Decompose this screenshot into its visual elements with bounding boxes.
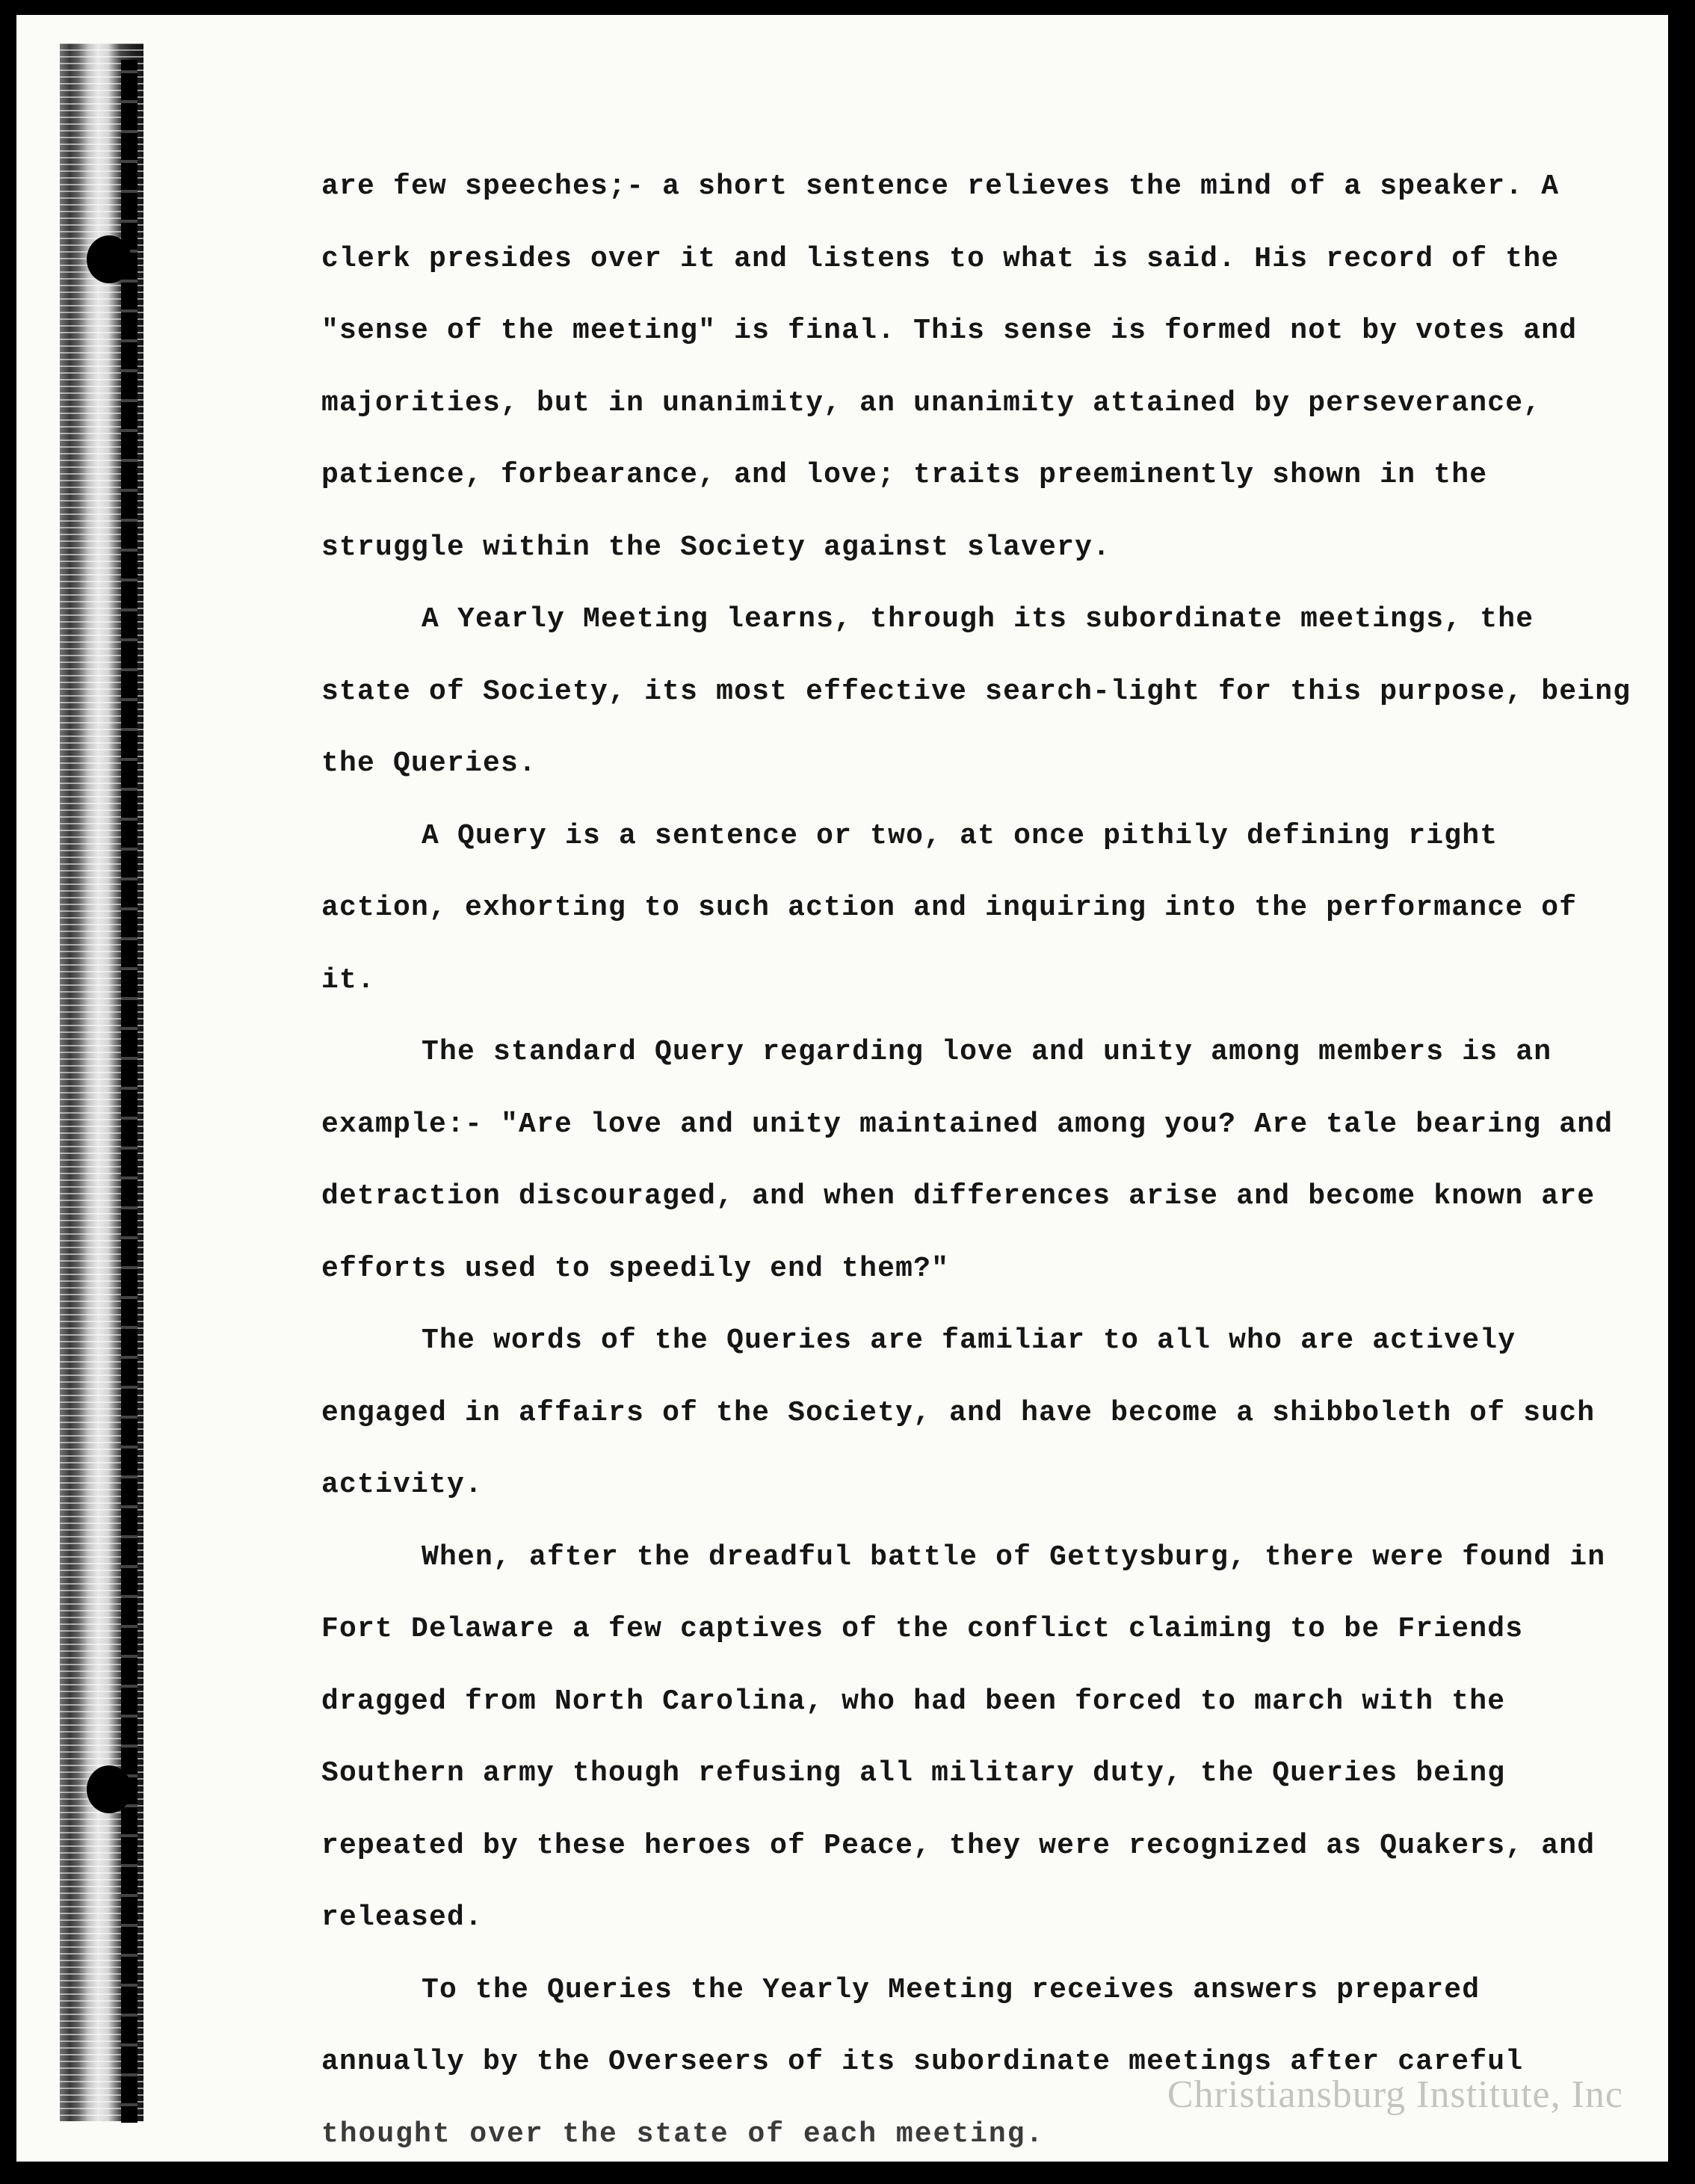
paragraph-4: The standard Query regarding love and unity among members is an example:- "Are love and unity maintained among you? Are tale bearing and detraction discouraged, and when differences arise and become known are efforts used to speedily end them?" [321,1036,1614,1285]
document-page [16,15,1668,2162]
typewritten-text [321,151,1637,2162]
paragraph-7: To the Queries the Yearly Meeting receives answers prepared annually by the Overseers of its subordinate meetings after careful [321,1973,1524,2078]
paragraph-2: A Yearly Meeting learns, through its subordinate meetings, the state of Society, its most effective search-light for this purpose, being the Queries. [321,603,1631,780]
watermark: Christiansburg Institute, Inc [1167,2073,1623,2116]
punch-hole-top [87,235,132,283]
punch-hole-bottom [87,1765,132,1813]
binding-edge [121,60,138,2123]
paragraph-1: are few speeches;- a short sentence relieves the mind of a speaker. A clerk presides over it and listens to what is said. His record of the "sense of the meeting" is final. This sense is formed not by votes and majorities, but in unanimity, an unanimity attained by perseverance, patience, forbearance, and love; traits preeminently shown in the struggle within the Society against slavery. [321,170,1578,564]
paragraph-7-last-line: thought over the state of each meeting. [321,2117,1045,2150]
paragraph-3: A Query is a sentence or two, at once pithily defining right action, exhorting to such action and inquiring into the performance of it. [321,819,1578,996]
paragraph-5: The words of the Queries are familiar to all who are actively engaged in affairs of the Society, and have become a shibboleth of such activity. [321,1324,1596,1501]
paragraph-6: When, after the dreadful battle of Gettysburg, there were found in Fort Delaware a few captives of the conflict claiming to be Friends dragged from North Carolina, who had been forced to march with the Southern army though refusing all military duty, the Queries being repeated by these heroes of Peace, they were recognized as Quakers, and released. [321,1540,1606,1934]
